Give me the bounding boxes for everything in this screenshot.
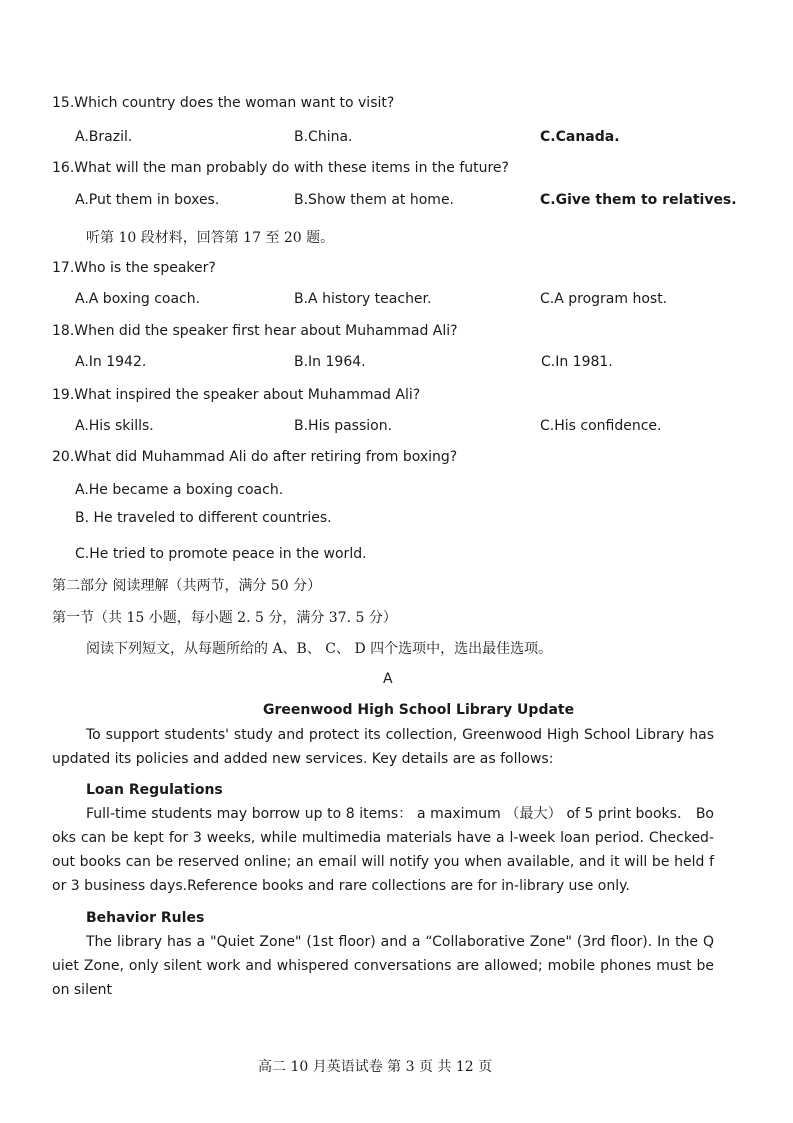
q18-option-b: B.In 1964. [294,354,366,370]
q15-option-b: B.China. [294,129,353,145]
q17-option-b: B.A history teacher. [294,291,432,307]
q15-option-a: A.Brazil. [75,129,133,145]
q17-option-a: A.A boxing coach. [75,291,201,307]
question-15: 15.Which country does the woman want to visit? [52,95,395,111]
q19-option-b: B.His passion. [294,418,393,434]
q17-option-c: C.A program host. [540,291,668,307]
q18-option-a: A.In 1942. [75,354,147,370]
loan-heading: Loan Regulations [86,782,223,798]
q19-option-c: C.His confidence. [540,418,662,434]
q16-option-a: A.Put them in boxes. [75,192,220,208]
behavior-heading: Behavior Rules [86,910,205,926]
q20-option-a: A.He became a boxing coach. [75,482,284,498]
question-20: 20.What did Muhammad Ali do after retiring from boxing? [52,449,458,465]
loan-paragraph: Full-time students may borrow up to 8 items： a maximum （最大） of 5 print books． Books can be kept for 3 weeks, while multimedia materials have a l-week loan period. Checked-out books can be reserved online; an email will notify you when available, and it will be held for 3 business days.Reference books and rare collections are for in-library use only. [52,806,714,894]
page-footer: 高二 10 月英语试卷 第 3 页 共 12 页 [258,1059,493,1075]
question-17: 17.Who is the speaker? [52,260,216,276]
q15-option-c: C.Canada. [540,129,620,145]
q20-option-c: C.He tried to promote peace in the world. [75,546,367,562]
q16-option-b: B.Show them at home. [294,192,455,208]
question-19: 19.What inspired the speaker about Muhammad Ali? [52,387,421,403]
reading-instruction: 阅读下列短文，从每题所给的 A、B、 C、 D 四个选项中，选出最佳选项。 [86,641,553,657]
section1-title: 第一节（共 15 小题，每小题 2. 5 分，满分 37. 5 分） [52,610,397,626]
passage-title: Greenwood High School Library Update [263,702,575,718]
listening-instruction: 听第 10 段材料，回答第 17 至 20 题。 [86,230,335,246]
question-16: 16.What will the man probably do with these items in the future? [52,160,509,176]
part2-title: 第二部分 阅读理解（共两节，满分 50 分） [52,578,322,594]
passage-letter: A [383,671,393,687]
q19-option-a: A.His skills. [75,418,154,434]
intro-paragraph: To support students' study and protect its collection, Greenwood High School Library has updated its policies and added new services. Key details are as follows: [52,727,714,767]
behavior-paragraph: The library has a "Quiet Zone" (1st floor) and a “Collaborative Zone" (3rd floor). In the Quiet Zone, only silent work and whispered conversations are allowed; mobile phones must be on silent [52,934,714,998]
q20-option-b: B. He traveled to different countries. [75,510,332,526]
q16-option-c: C.Give them to relatives. [540,192,737,208]
q18-option-c: C.In 1981. [541,354,613,370]
question-18: 18.When did the speaker first hear about Muhammad Ali? [52,323,458,339]
